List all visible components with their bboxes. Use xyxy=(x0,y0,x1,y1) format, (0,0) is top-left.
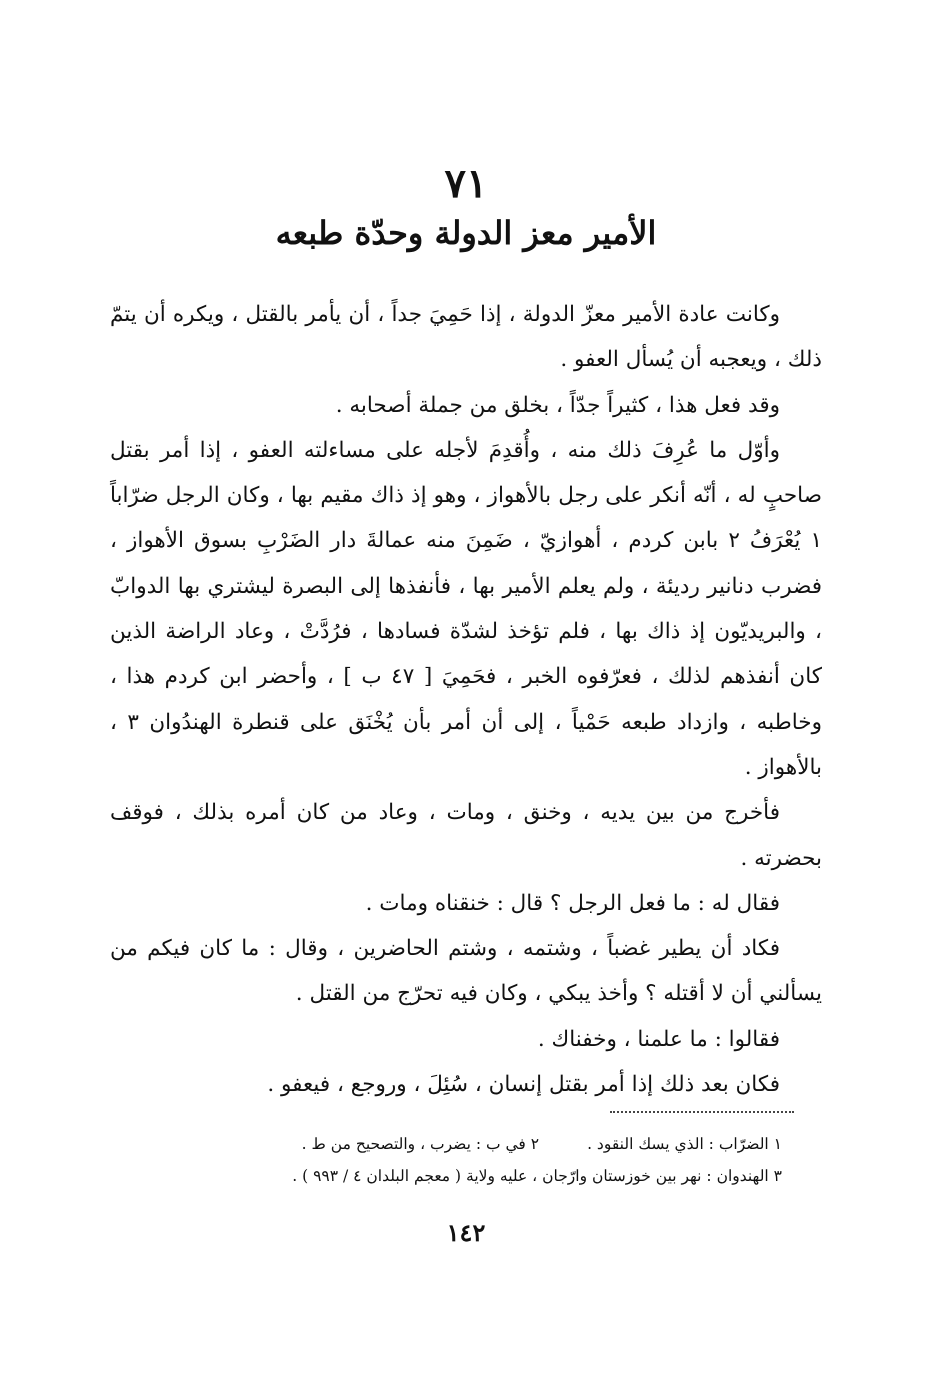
paragraph: فكان بعد ذلك إذا أمر بقتل إنسان ، سُئِلَ ، وروجع ، فيعفو . xyxy=(267,1072,780,1098)
chapter-number: ٧١ xyxy=(444,160,488,207)
footnote-3: ٣ الهندوان : نهر بين خوزستان وارّجان ، عليه ولاية ( معجم البلدان ٤ / ٩٩٣ ) . xyxy=(292,1167,782,1185)
footnotes xyxy=(150,1128,782,1192)
footnote-line xyxy=(150,1160,782,1192)
chapter-title: الأمير معز الدولة وحدّة طبعه xyxy=(275,214,657,252)
paragraph: فقالوا : ما علمنا ، وخفناك . xyxy=(537,1026,780,1052)
paragraph: فأخرج من بين يديه ، وخنق ، ومات ، وعاد من كان أمره بذلك ، فوقف بحضرته . xyxy=(110,800,822,871)
footnote-line xyxy=(150,1128,782,1160)
footnote-2: ٢ في ب : يضرب ، والتصحيح من ط . xyxy=(301,1135,540,1153)
paragraph: وكانت عادة الأمير معزّ الدولة ، إذا حَمِيَ جداً ، أن يأمر بالقتل ، ويكره أن يتمّ ذلك ، ويعجبه أن يُسأل العفو . xyxy=(110,302,822,373)
paragraph: فكاد أن يطير غضباً ، وشتمه ، وشتم الحاضرين ، وقال : ما كان فيكم من يسألني أن لا أقتله ؟ وأخذ يبكي ، وكان فيه تحرّج من القتل . xyxy=(110,936,822,1007)
paragraph: وقد فعل هذا ، كثيراً جدّاً ، بخلق من جملة أصحابه . xyxy=(335,392,780,418)
footnote-divider xyxy=(610,1111,794,1113)
paragraph: وأوّل ما عُرِفَ ذلك منه ، وأُقدِمَ لأجله على مساءلته العفو ، إذا أمر بقتل صاحبٍ له ، أنّه أنكر على رجل بالأهواز ، وهو إذ ذاك مقيم بها ، وكان الرجل ضرّاباً ١ يُعْرَفُ ٢ بابن كردم ، أهوازيّ ، ضَمِنَ منه عمالةَ دار الضَرْبِ بسوق الأهواز ، فضرب دنانير رديئة ، ولم يعلم الأمير بها ، فأنفذها إلى البصرة ليشتري بها الدوابّ ، والبريديّون إذ ذاك بها ، فلم تؤخذ لشدّة فسادها ، فرُدَّتْ ، وعاد الراضة الذين كان أنفذهم لذلك ، فعرّفوه الخبر ، فحَمِيَ [ ٤٧ ب ] ، وأحضر ابن كردم هذا ، وخاطبه ، وازداد طبعه حَمْياً ، إلى أن أمر بأن يُخْنَق على قنطرة الهندُوان ٣ ، بالأهواز . xyxy=(110,437,822,780)
footnote-1: ١ الضرّاب : الذي يسك النقود . xyxy=(587,1135,782,1153)
paragraph: فقال له : ما فعل الرجل ؟ قال : خنقناه ومات . xyxy=(365,890,780,916)
page-number: ١٤٢ xyxy=(446,1218,486,1247)
body-text xyxy=(110,292,822,1107)
